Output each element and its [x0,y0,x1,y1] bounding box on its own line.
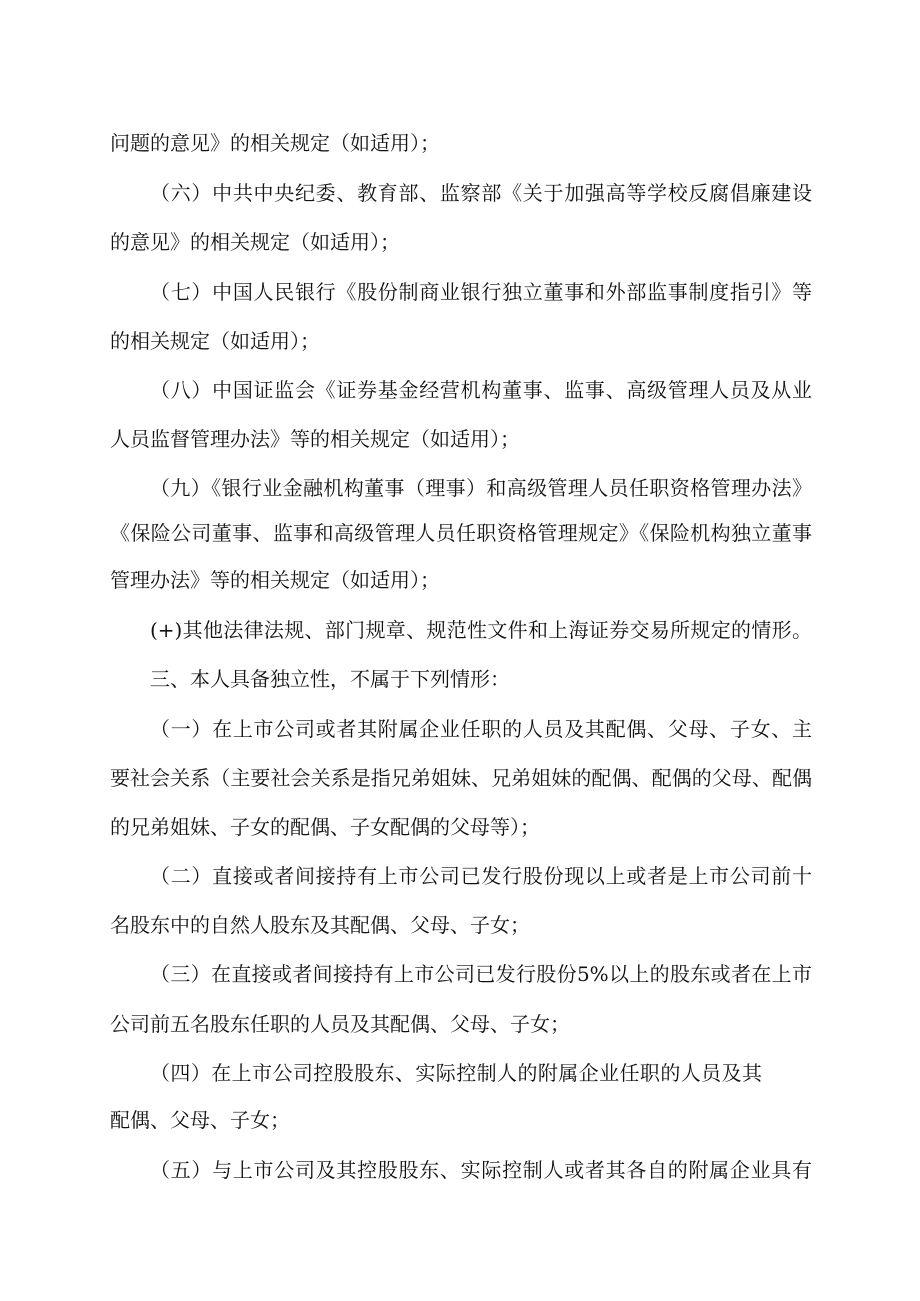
text-line: 配偶、父母、子女； [110,1108,290,1132]
text-line: 名股东中的自然人股东及其配偶、父母、子女； [110,913,530,937]
clause-9: （九）《银行业金融机构董事（理事）和高级管理人员任职资格管理办法》 [150,476,812,500]
text-line: 公司前五名股东任职的人员及其配偶、父母、子女； [110,1012,570,1036]
clause-7: （七）中国人民银行《股份制商业银行独立董事和外部监事制度指引》等 [150,280,812,304]
clause-3-4: （四）在上市公司控股股东、实际控制人的附属企业任职的人员及其 [150,1061,762,1085]
text-line: 的意见》的相关规定（如适用）； [110,230,400,254]
section-heading-3: 三、本人具备独立性，不属于下列情形： [150,667,510,691]
text-line: 要社会关系（主要社会关系是指兄弟姐妹、兄弟姐妹的配偶、配偶的父母、配偶 [110,766,812,790]
clause-3-1: （一）在上市公司或者其附属企业任职的人员及其配偶、父母、子女、主 [150,717,812,741]
text-line: 的相关规定（如适用）； [110,329,320,353]
text-line: 的兄弟姐妹、子女的配偶、子女配偶的父母等）； [110,815,540,839]
text-line: 问题的意见》的相关规定（如适用）； [110,131,440,155]
text-line: 人员监督管理办法》等的相关规定（如适用）； [110,427,520,451]
text-line: 管理办法》等的相关规定（如适用）； [110,568,440,592]
clause-10: (+)其他法律法规、部门规章、规范性文件和上海证券交易所规定的情形。 [150,618,812,642]
clause-3-2: （二）直接或者间接持有上市公司已发行股份现以上或者是上市公司前十 [150,864,812,888]
clause-6: （六）中共中央纪委、教育部、监察部《关于加强高等学校反腐倡廉建设 [150,181,812,205]
clause-3-5: （五）与上市公司及其控股股东、实际控制人或者其各自的附属企业具有 [150,1158,812,1182]
clause-3-3: （三）在直接或者间接持有上市公司已发行股份5%以上的股东或者在上市 [150,962,812,986]
text-line: 《保险公司董事、监事和高级管理人员任职资格管理规定》《保险机构独立董事 [110,521,812,545]
clause-8: （八）中国证监会《证券基金经营机构董事、监事、高级管理人员及从业 [150,378,812,402]
